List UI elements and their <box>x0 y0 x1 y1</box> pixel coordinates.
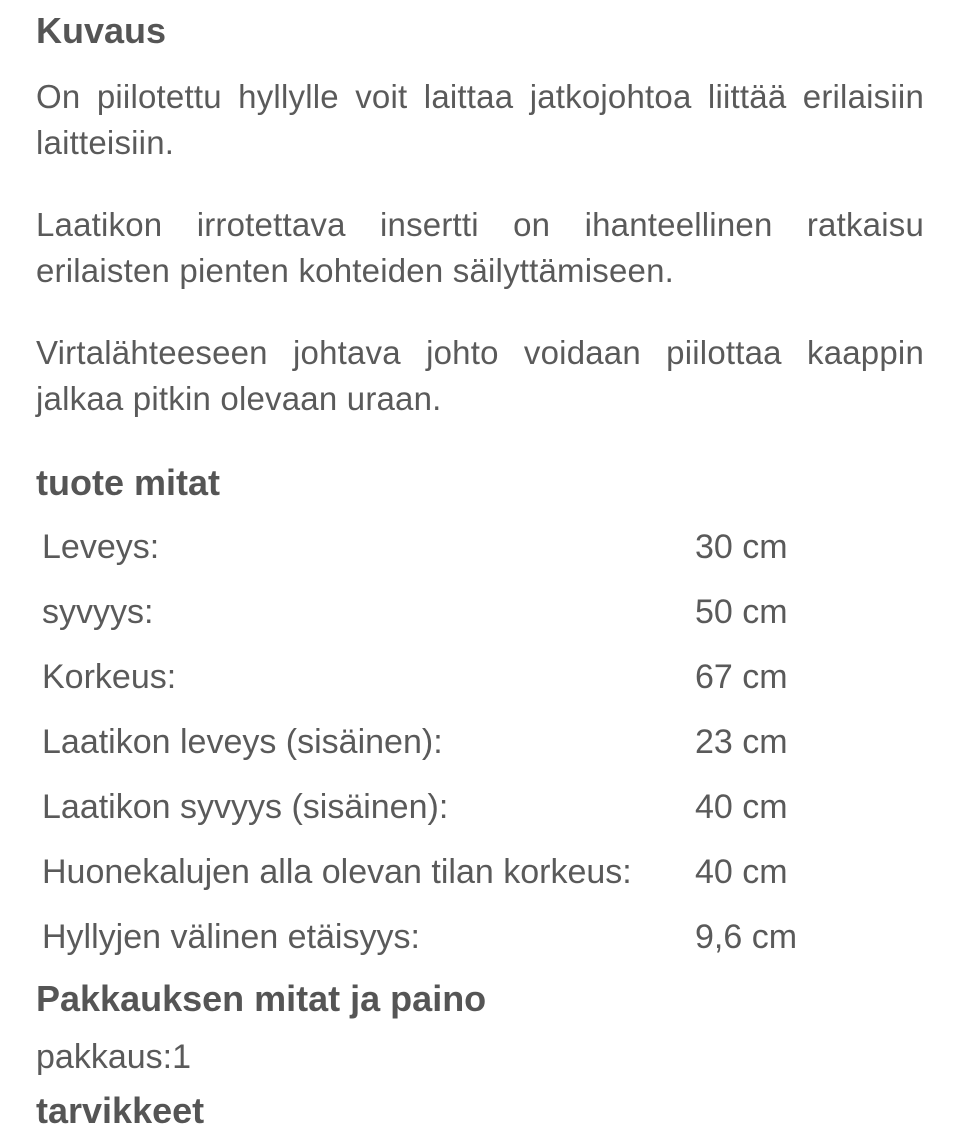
dimension-value: 40 cm <box>695 788 788 826</box>
dimension-label: Laatikon syvyys (sisäinen): <box>42 788 449 826</box>
dimension-row <box>42 522 902 572</box>
dimension-value: 67 cm <box>695 658 788 696</box>
dimension-value: 9,6 cm <box>695 918 798 956</box>
packaging-heading: Pakkauksen mitat ja paino <box>36 978 487 1019</box>
dimension-value: 23 cm <box>695 723 788 761</box>
dimension-label: Huonekalujen alla olevan tilan korkeus: <box>42 853 632 891</box>
package-count: pakkaus:1 <box>36 1038 191 1076</box>
dimensions-heading: tuote mitat <box>36 462 220 503</box>
dimension-label: Korkeus: <box>42 658 177 696</box>
dimension-value: 50 cm <box>695 593 788 631</box>
description-heading: Kuvaus <box>36 10 167 51</box>
dimension-label: syvyys: <box>42 593 154 631</box>
dimension-label: Hyllyjen välinen etäisyys: <box>42 918 420 956</box>
dimension-value: 40 cm <box>695 853 788 891</box>
dimension-row <box>42 717 902 767</box>
dimension-label: Leveys: <box>42 528 160 566</box>
dimension-row <box>42 847 902 897</box>
accessories-heading: tarvikkeet <box>36 1090 205 1131</box>
description-paragraph-3: Virtalähteeseen johtava johto voidaan piilottaa kaappin jalkaa pitkin olevaan uraan. <box>36 334 924 417</box>
dimension-row <box>42 652 902 702</box>
description-paragraph-2: Laatikon irrotettava insertti on ihanteellinen ratkaisu erilaisten pienten kohteiden säilyttämiseen. <box>36 206 924 289</box>
dimension-row <box>42 587 902 637</box>
dimension-value: 30 cm <box>695 528 788 566</box>
dimension-row <box>42 782 902 832</box>
description-paragraph-1: On piilotettu hyllylle voit laittaa jatkojohtoa liittää erilaisiin laitteisiin. <box>36 78 924 161</box>
dimension-label: Laatikon leveys (sisäinen): <box>42 723 443 761</box>
dimension-row <box>42 912 902 962</box>
